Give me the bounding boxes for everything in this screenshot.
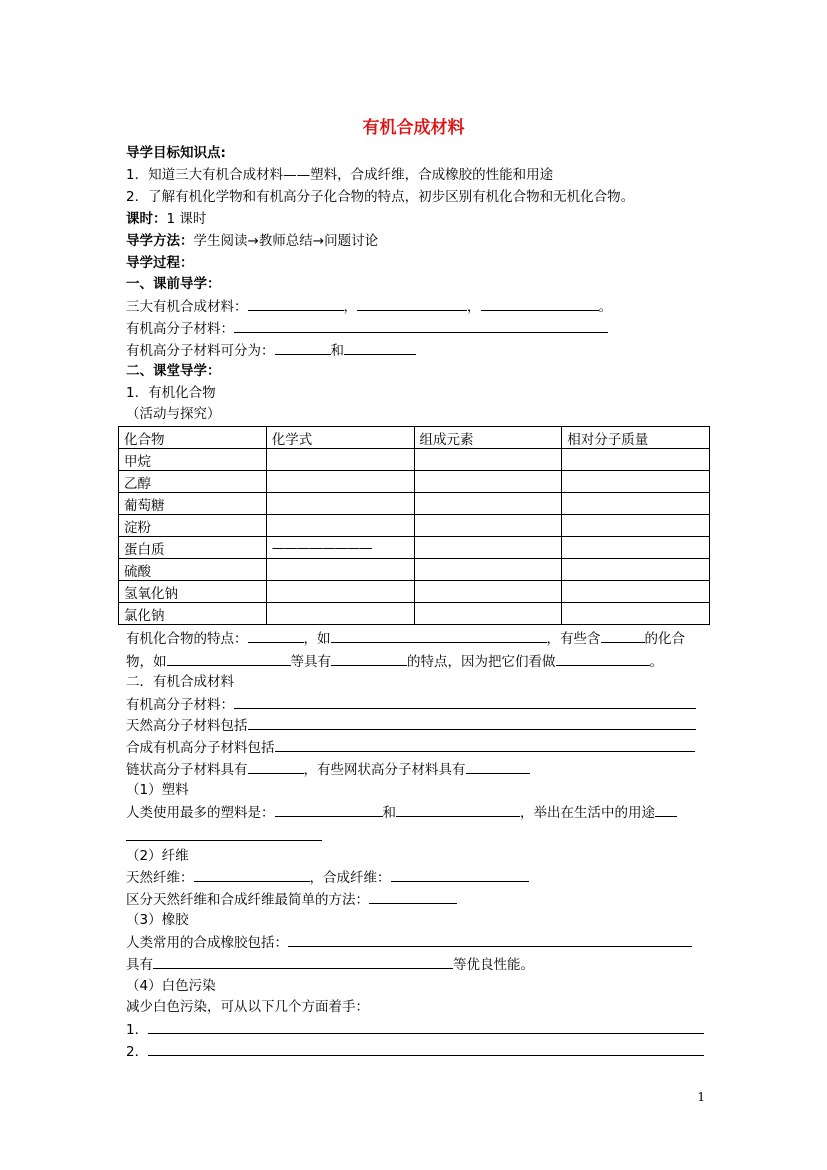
- table-cell[interactable]: [414, 449, 562, 471]
- blank-field[interactable]: [153, 954, 453, 969]
- text: 天然纤维：: [126, 870, 194, 886]
- table-cell[interactable]: [414, 559, 562, 581]
- text: 合成有机高分子材料包括: [126, 740, 275, 756]
- table-cell[interactable]: [562, 603, 710, 625]
- blank-field[interactable]: [234, 694, 696, 709]
- process-heading: 导学过程：: [126, 255, 194, 271]
- blank-field[interactable]: [466, 759, 530, 774]
- blank-field[interactable]: [194, 867, 310, 882]
- table-cell: 氯化钠: [119, 603, 267, 625]
- section-synthetic-materials: 二．有机合成材料: [126, 674, 234, 690]
- text: ，: [343, 299, 357, 315]
- page-number: 1: [697, 1090, 705, 1104]
- rubber-line-1: [126, 932, 692, 952]
- hours-line: [126, 209, 206, 229]
- text: 和: [382, 805, 396, 821]
- table-cell[interactable]: [562, 449, 710, 471]
- table-cell: 乙醇: [119, 471, 267, 493]
- text: 和: [330, 343, 344, 359]
- text: 三大有机合成材料：: [126, 299, 248, 315]
- white-pollution-heading: （4）白色污染: [126, 978, 216, 994]
- goal-item-2: 2．了解有机化学物和有机高分子化合物的特点，初步区别有机化合物和无机化合物。: [126, 189, 635, 205]
- table-header-row: [119, 427, 710, 449]
- goal-item-1: 1．知道三大有机合成材料——塑料，合成纤维，合成橡胶的性能和用途: [126, 167, 554, 183]
- table-cell[interactable]: [266, 449, 414, 471]
- text: 等优良性能。: [453, 957, 534, 973]
- table-cell: 硫酸: [119, 559, 267, 581]
- text: 。: [598, 299, 612, 315]
- blank-field[interactable]: [601, 628, 645, 643]
- blank-field[interactable]: [396, 802, 520, 817]
- blank-field[interactable]: [148, 1019, 704, 1034]
- text: 人类使用最多的塑料是：: [126, 805, 275, 821]
- blank-field[interactable]: [126, 826, 322, 841]
- table-cell: 蛋白质: [119, 537, 267, 559]
- blank-field[interactable]: [275, 737, 695, 752]
- table-cell[interactable]: [562, 515, 710, 537]
- table-row: [119, 559, 710, 581]
- plastic-line-1: [126, 802, 677, 822]
- table-cell: ————————: [266, 537, 414, 559]
- page-title: 有机合成材料: [362, 118, 465, 138]
- answer-line-2: [126, 1041, 704, 1061]
- text: 1．: [126, 1022, 149, 1038]
- blank-field[interactable]: [344, 340, 416, 355]
- table-cell[interactable]: [414, 537, 562, 559]
- blank-field[interactable]: [248, 759, 304, 774]
- table-cell: 葡萄糖: [119, 493, 267, 515]
- answer-line-1: [126, 1019, 704, 1039]
- text: 有机高分子材料可分为：: [126, 343, 275, 359]
- text: 。: [649, 654, 663, 670]
- blank-field[interactable]: [369, 889, 457, 904]
- table-cell[interactable]: [266, 581, 414, 603]
- blank-field[interactable]: [331, 651, 407, 666]
- text: 有机高分子材料：: [126, 321, 234, 337]
- text: 区分天然纤维和合成纤维最简单的方法：: [126, 892, 369, 908]
- feature-line-2: [126, 651, 663, 671]
- table-cell[interactable]: [266, 559, 414, 581]
- table-cell[interactable]: [414, 515, 562, 537]
- text: ，合成纤维：: [309, 870, 391, 886]
- rubber-line-2: [126, 954, 534, 974]
- blank-field[interactable]: [391, 867, 529, 882]
- compound-table: [118, 426, 710, 625]
- material-line-2: [126, 715, 696, 735]
- pre-line-2: [126, 318, 608, 338]
- text: ，有些网状高分子材料具有: [303, 762, 466, 778]
- blank-field[interactable]: [275, 802, 383, 817]
- table-row: [119, 449, 710, 471]
- method-line: [126, 231, 378, 251]
- text: 天然高分子材料包括: [126, 718, 248, 734]
- table-row: [119, 515, 710, 537]
- blank-field[interactable]: [248, 715, 696, 730]
- blank-field[interactable]: [357, 296, 467, 311]
- text: ，: [467, 299, 481, 315]
- text: ，如: [303, 631, 331, 647]
- goals-heading: 导学目标知识点:: [126, 145, 226, 161]
- blank-field[interactable]: [481, 296, 599, 311]
- table-cell[interactable]: [414, 603, 562, 625]
- table-cell[interactable]: [266, 493, 414, 515]
- pre-line-3: [126, 340, 416, 360]
- table-cell[interactable]: [414, 471, 562, 493]
- blank-field[interactable]: [655, 802, 677, 817]
- table-header: 相对分子质量: [562, 427, 710, 449]
- hours-value: 1 课时: [166, 211, 207, 227]
- text: 链状高分子材料具有: [126, 762, 248, 778]
- fiber-line-1: [126, 867, 529, 887]
- blank-field[interactable]: [234, 318, 608, 333]
- method-value: 学生阅读→教师总结→问题讨论: [193, 233, 379, 249]
- pre-line-1: [126, 296, 612, 316]
- table-header: 组成元素: [414, 427, 562, 449]
- text: 人类常用的合成橡胶包括：: [126, 935, 288, 951]
- text: ，举出在生活中的用途: [520, 805, 655, 821]
- blank-field[interactable]: [248, 296, 344, 311]
- text: 具有: [126, 957, 153, 973]
- table-cell: 淀粉: [119, 515, 267, 537]
- fiber-heading: （2）纤维: [126, 848, 189, 864]
- text: 2．: [126, 1044, 149, 1060]
- table-cell[interactable]: [562, 493, 710, 515]
- table-cell[interactable]: [266, 515, 414, 537]
- fiber-line-2: [126, 889, 457, 909]
- table-cell[interactable]: [562, 559, 710, 581]
- table-cell[interactable]: [414, 493, 562, 515]
- text: 有机化合物的特点：: [126, 631, 248, 647]
- blank-field[interactable]: [275, 340, 331, 355]
- blank-field[interactable]: [167, 651, 291, 666]
- text: 有机高分子材料：: [126, 697, 234, 713]
- blank-field[interactable]: [288, 932, 692, 947]
- table-header: 化合物: [119, 427, 267, 449]
- plastic-line-2: [126, 826, 322, 846]
- table-cell[interactable]: [562, 581, 710, 603]
- table-row: [119, 537, 710, 559]
- pre-heading: 一、课前导学：: [126, 276, 221, 292]
- table-row: [119, 493, 710, 515]
- text: ，有些含: [546, 631, 601, 647]
- hours-label: 课时：: [126, 211, 167, 227]
- table-cell[interactable]: [414, 581, 562, 603]
- activity-label: （活动与探究）: [126, 406, 221, 422]
- class-heading: 二、课堂导学：: [126, 363, 221, 379]
- blank-field[interactable]: [556, 651, 650, 666]
- blank-field[interactable]: [248, 628, 304, 643]
- text: 等具有: [290, 654, 331, 670]
- white-pollution-line: 减少白色污染，可从以下几个方面着手：: [126, 999, 369, 1015]
- table-row: [119, 581, 710, 603]
- table-cell[interactable]: [266, 471, 414, 493]
- blank-field[interactable]: [331, 628, 547, 643]
- material-line-4: [126, 759, 530, 779]
- table-row: [119, 471, 710, 493]
- text: 的特点，因为把它们看做: [407, 654, 556, 670]
- table-cell[interactable]: [562, 471, 710, 493]
- text: 物，如: [126, 654, 167, 670]
- table-cell[interactable]: [266, 603, 414, 625]
- table-cell[interactable]: [562, 537, 710, 559]
- table-cell: 氢氧化钠: [119, 581, 267, 603]
- text: 的化合: [644, 631, 685, 647]
- section-organic-compounds: 1．有机化合物: [126, 385, 216, 401]
- material-line-3: [126, 737, 695, 757]
- table-header: 化学式: [266, 427, 414, 449]
- rubber-heading: （3）橡胶: [126, 912, 189, 928]
- feature-line-1: [126, 628, 685, 648]
- plastic-heading: （1）塑料: [126, 782, 189, 798]
- material-line-1: [126, 694, 696, 714]
- table-cell: 甲烷: [119, 449, 267, 471]
- table-row: [119, 603, 710, 625]
- method-label: 导学方法：: [126, 233, 194, 249]
- blank-field[interactable]: [148, 1041, 704, 1056]
